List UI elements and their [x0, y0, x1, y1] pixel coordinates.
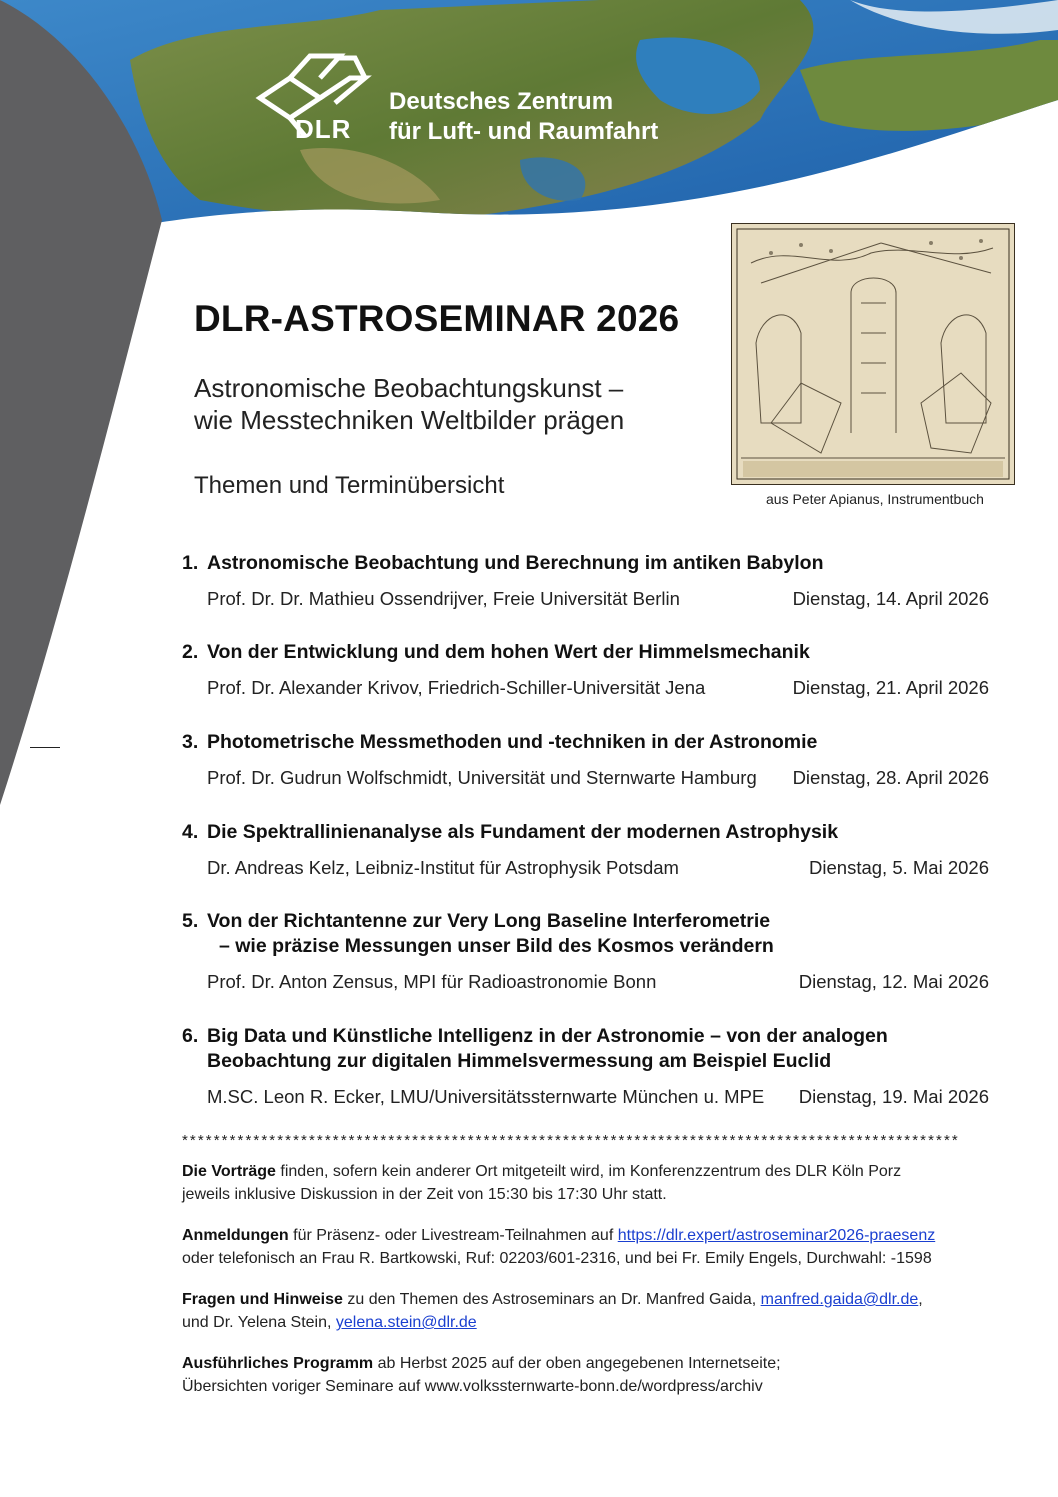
lecture-number: 1. — [182, 552, 199, 574]
lecture-title: Photometrische Messmethoden und -techniken in der Astronomie — [207, 731, 818, 753]
registration-text-1: für Präsenz- oder Livestream-Teilnahmen auf — [288, 1227, 618, 1244]
registration-text-2: oder telefonisch an Frau R. Bartkowski, Ruf: 02203/601-2316, und bei Fr. Emily Engels, Durchwahl: -1598 — [182, 1250, 932, 1267]
lecture-title-continued: – wie präzise Messungen unser Bild des Kosmos verändern — [219, 935, 774, 957]
venue-text-2: jeweils inklusive Diskussion in der Zeit von 15:30 bis 17:30 Uhr statt. — [182, 1186, 667, 1203]
venue-text-1: finden, sofern kein anderer Ort mitgeteilt wird, im Konferenzzentrum des DLR Köln Porz — [275, 1163, 902, 1180]
email-link-stein[interactable]: yelena.stein@dlr.de — [335, 1314, 477, 1331]
lecture-title: Von der Entwicklung und dem hohen Wert der Himmelsmechanik — [207, 641, 810, 663]
venue-label: Die Vorträge — [182, 1163, 276, 1180]
lecture-item — [182, 730, 992, 791]
lecture-speaker: Prof. Dr. Anton Zensus, MPI für Radioastronomie Bonn — [207, 971, 657, 992]
lecture-title: Astronomische Beobachtung und Berechnung im antiken Babylon — [207, 552, 824, 574]
lecture-speaker: Dr. Andreas Kelz, Leibniz-Institut für Astrophysik Potsdam — [207, 857, 679, 878]
lecture-speaker: Prof. Dr. Dr. Mathieu Ossendrijver, Freie Universität Berlin — [207, 588, 680, 609]
lecture-number: 5. — [182, 910, 199, 932]
subtitle-line-1: Astronomische Beobachtungskunst – — [194, 373, 624, 403]
dlr-logo — [255, 48, 695, 148]
apianus-woodcut-image — [731, 223, 1015, 485]
registration-link[interactable]: https://dlr.expert/astroseminar2026-praesenz — [617, 1227, 936, 1244]
org-name-line-2: für Luft- und Raumfahrt — [389, 118, 659, 145]
questions-text-1: zu den Themen des Astroseminars an Dr. Manfred Gaida, — [342, 1291, 761, 1308]
lecture-speaker: M.SC. Leon R. Ecker, LMU/Universitätssternwarte München u. MPE — [207, 1086, 765, 1107]
lecture-item — [182, 640, 992, 701]
subtitle — [194, 372, 624, 436]
overview-heading: Themen und Terminübersicht — [194, 472, 505, 499]
lecture-item — [182, 820, 992, 881]
questions-text-2: und Dr. Yelena Stein, — [182, 1314, 336, 1331]
lecture-title: Die Spektrallinienanalyse als Fundament der modernen Astrophysik — [207, 821, 839, 843]
org-name-line-1: Deutsches Zentrum — [389, 88, 614, 115]
separator-line: ************************************************************************************************** — [182, 1132, 960, 1146]
lecture-number: 6. — [182, 1025, 199, 1047]
program-text-1: ab Herbst 2025 auf der oben angegebenen Internetseite; — [373, 1355, 781, 1372]
lecture-number: 2. — [182, 641, 199, 663]
program-info — [182, 1352, 1002, 1398]
logo-abbreviation: DLR — [295, 114, 352, 144]
email-link-gaida[interactable]: manfred.gaida@dlr.de — [760, 1291, 919, 1308]
fold-mark — [30, 747, 60, 748]
lecture-date: Dienstag, 12. Mai 2026 — [798, 971, 989, 992]
registration-label: Anmeldungen — [182, 1227, 289, 1244]
questions-comma: , — [918, 1291, 923, 1308]
questions-label: Fragen und Hinweise — [182, 1291, 343, 1308]
lecture-title: Von der Richtantenne zur Very Long Baseline Interferometrie — [207, 910, 771, 932]
page-title: DLR-ASTROSEMINAR 2026 — [194, 298, 680, 339]
subtitle-line-2: wie Messtechniken Weltbilder prägen — [194, 405, 625, 435]
lecture-title-continued: Beobachtung zur digitalen Himmelsvermessung am Beispiel Euclid — [207, 1050, 832, 1072]
grey-swoosh-decoration — [0, 0, 180, 820]
lecture-item — [182, 909, 992, 995]
lecture-speaker: Prof. Dr. Alexander Krivov, Friedrich-Schiller-Universität Jena — [207, 677, 706, 698]
lecture-number: 4. — [182, 821, 199, 843]
venue-info — [182, 1160, 1002, 1206]
questions-info — [182, 1288, 1002, 1334]
lecture-date: Dienstag, 5. Mai 2026 — [809, 857, 989, 878]
lecture-date: Dienstag, 28. April 2026 — [792, 767, 989, 788]
lecture-date: Dienstag, 21. April 2026 — [792, 677, 989, 698]
program-label: Ausführliches Programm — [182, 1355, 374, 1372]
lecture-item — [182, 551, 992, 612]
lecture-title: Big Data und Künstliche Intelligenz in der Astronomie – von der analogen — [207, 1025, 888, 1047]
lecture-number: 3. — [182, 731, 199, 753]
image-caption: aus Peter Apianus, Instrumentbuch — [766, 491, 984, 507]
lecture-date: Dienstag, 19. Mai 2026 — [798, 1086, 989, 1107]
program-text-2: Übersichten voriger Seminare auf www.volkssternwarte-bonn.de/wordpress/archiv — [182, 1378, 763, 1395]
lecture-speaker: Prof. Dr. Gudrun Wolfschmidt, Universität und Sternwarte Hamburg — [207, 767, 757, 788]
registration-info — [182, 1224, 1002, 1270]
lecture-item — [182, 1024, 992, 1110]
lecture-date: Dienstag, 14. April 2026 — [792, 588, 989, 609]
